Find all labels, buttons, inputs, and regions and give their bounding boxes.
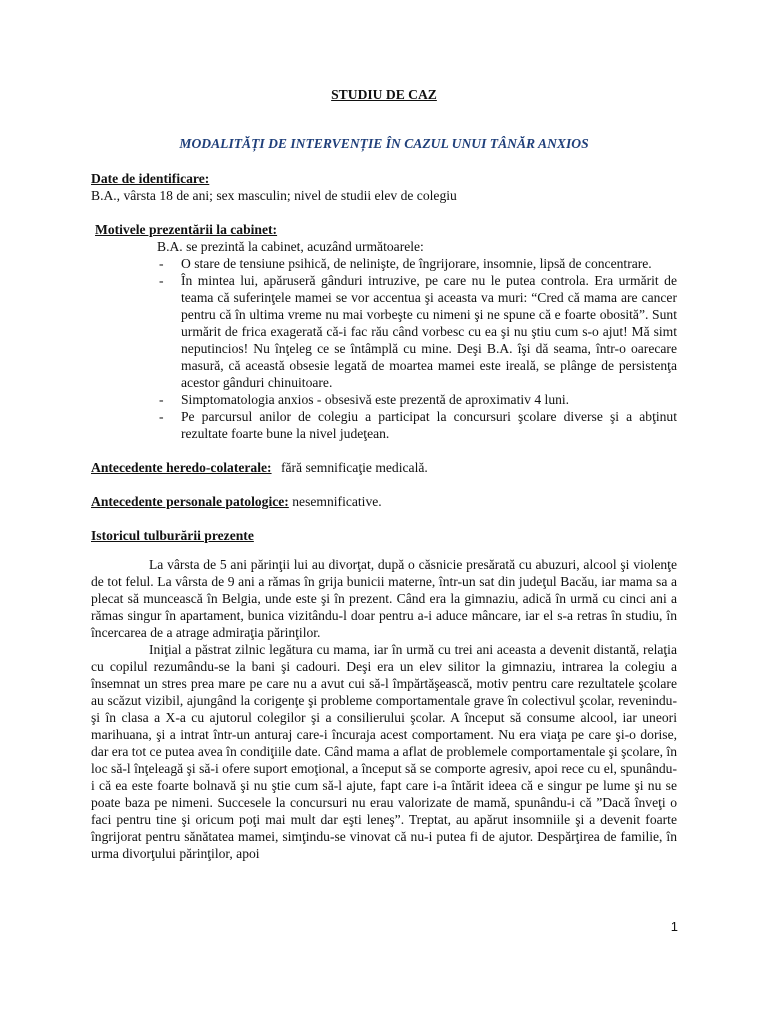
identification-text: B.A., vârsta 18 de ani; sex masculin; nivel de studii elev de colegiu bbox=[91, 188, 457, 203]
identification-heading: Date de identificare: bbox=[91, 171, 210, 186]
list-item: - În mintea lui, apăruseră gânduri intruzive, pe care nu le putea controla. Era urmărit de teama că suferinţele mamei se vor accentua şi aceasta va muri: “Cred că mama are cancer pentru că în ultima vreme nu mai vorbeşte cu nimeni şi ne spune că e foarte obosită”. Sunt urmărit de frica exagerată că-i fac rău când vorbesc cu ea şi nu ştiu cum s-o ajut! Mă simt neputincios! Nu înţeleg ce se întâmplă cu mine. Deşi B.A. îşi dă seama, într-o oarecare masură, că această obsesie legată de moartea mamei este ireală, se plânge de persistenţa acestor gânduri chinuitoare. bbox=[181, 272, 677, 391]
identification-section bbox=[91, 170, 677, 204]
history-section bbox=[91, 527, 677, 862]
personal-text: nesemnificative. bbox=[292, 494, 382, 509]
personal-section bbox=[91, 493, 677, 510]
document-title: STUDIU DE CAZ bbox=[331, 87, 437, 102]
list-item: - Simptomatologia anxios - obsesivă este prezentă de aproximativ 4 luni. bbox=[181, 391, 677, 408]
heredo-heading: Antecedente heredo-colaterale: bbox=[91, 460, 272, 475]
document-subtitle: MODALITĂȚI DE INTERVENȚIE ÎN CAZUL UNUI TÂNĂR ANXIOS bbox=[179, 136, 589, 151]
reasons-list bbox=[91, 255, 677, 442]
personal-heading: Antecedente personale patologice: bbox=[91, 494, 289, 509]
history-paragraph: Iniţial a păstrat zilnic legătura cu mama, iar în urmă cu trei ani aceasta a devenit distantă, relaţia cu copilul rezumându-se la bani şi cadouri. Deşi era un elev silitor la gimnaziu, intrarea la colegiu a însemnat un stres prea mare pe care nu a avut cui să-l împărtăşească, motiv pentru care rezultatele şcolare au scăzut vizibil, ajungând la corigenţe şi probleme comportamentale grave în colectivul şcolar, revenindu-şi în clasa a X-a cu ajutorul colegilor şi a consilierului şcolar. A început să consume alcool, iar uneori marihuana, şi a intrat într-un anturaj care-i încuraja acest comportament. Nu era viaţa pe care şi-o dorise, dar era tot ce putea avea în condiţiile date. Când mama a aflat de problemele comportamentale şi şcolare, în loc să-l înţeleagă şi să-i ofere suport emoţional, a început să se comporte agresiv, apoi rece cu el, spunându-i că ea este foarte bolnavă şi nu ştie cum să-l ajute, fapt care i-a întărit ideea că e singur pe lume şi nu se poate baza pe nimeni. Succesele la concursuri nu erau valorizate de mamă, spunându-i că ”Dacă înveţi o faci pentru tine şi oricum poţi mai mult dar eşti leneş”. Treptat, au apărut insomniile şi a devenit foarte îngrijorat pentru sănătatea mamei, simţindu-se vinovat că nu-i putea fi de ajutor. Despărţirea de familie, în urma divorţului părinţilor, apoi bbox=[91, 642, 677, 861]
page-number: 1 bbox=[670, 919, 678, 934]
reasons-intro: B.A. se prezintă la cabinet, acuzând următoarele: bbox=[157, 239, 424, 254]
list-item: - Pe parcursul anilor de colegiu a participat la concursuri şcolare diverse şi a abţinut rezultate foarte bune la nivel judeţean. bbox=[181, 408, 677, 442]
reasons-section bbox=[91, 221, 677, 442]
history-paragraph: La vârsta de 5 ani părinţii lui au divorţat, după o căsnicie presărată cu abuzuri, alcool şi violenţe de tot felul. La vârsta de 9 ani a rămas în grija bunicii materne, într-un sat din judeţul Bacău, iar mama sa a plecat să muncească în Belgia, unde este şi în prezent. Când era la gimnaziu, adică în urmă cu cinci ani a rămas singur în apartament, bunica vizitându-l doar pentru a-i aduce mâncare, iar el s-a retras în studiu, în încercarea de a atrage admiraţia părinţilor. bbox=[91, 557, 677, 640]
reasons-heading: Motivele prezentării la cabinet: bbox=[95, 222, 278, 237]
heredo-section bbox=[91, 459, 677, 476]
history-heading: Istoricul tulburării prezente bbox=[91, 528, 254, 543]
heredo-text: fără semnificaţie medicală. bbox=[280, 460, 428, 475]
document-body bbox=[91, 170, 677, 862]
list-item: - O stare de tensiune psihică, de nelinişte, de îngrijorare, insomnie, lipsă de concentrare. bbox=[181, 255, 677, 272]
